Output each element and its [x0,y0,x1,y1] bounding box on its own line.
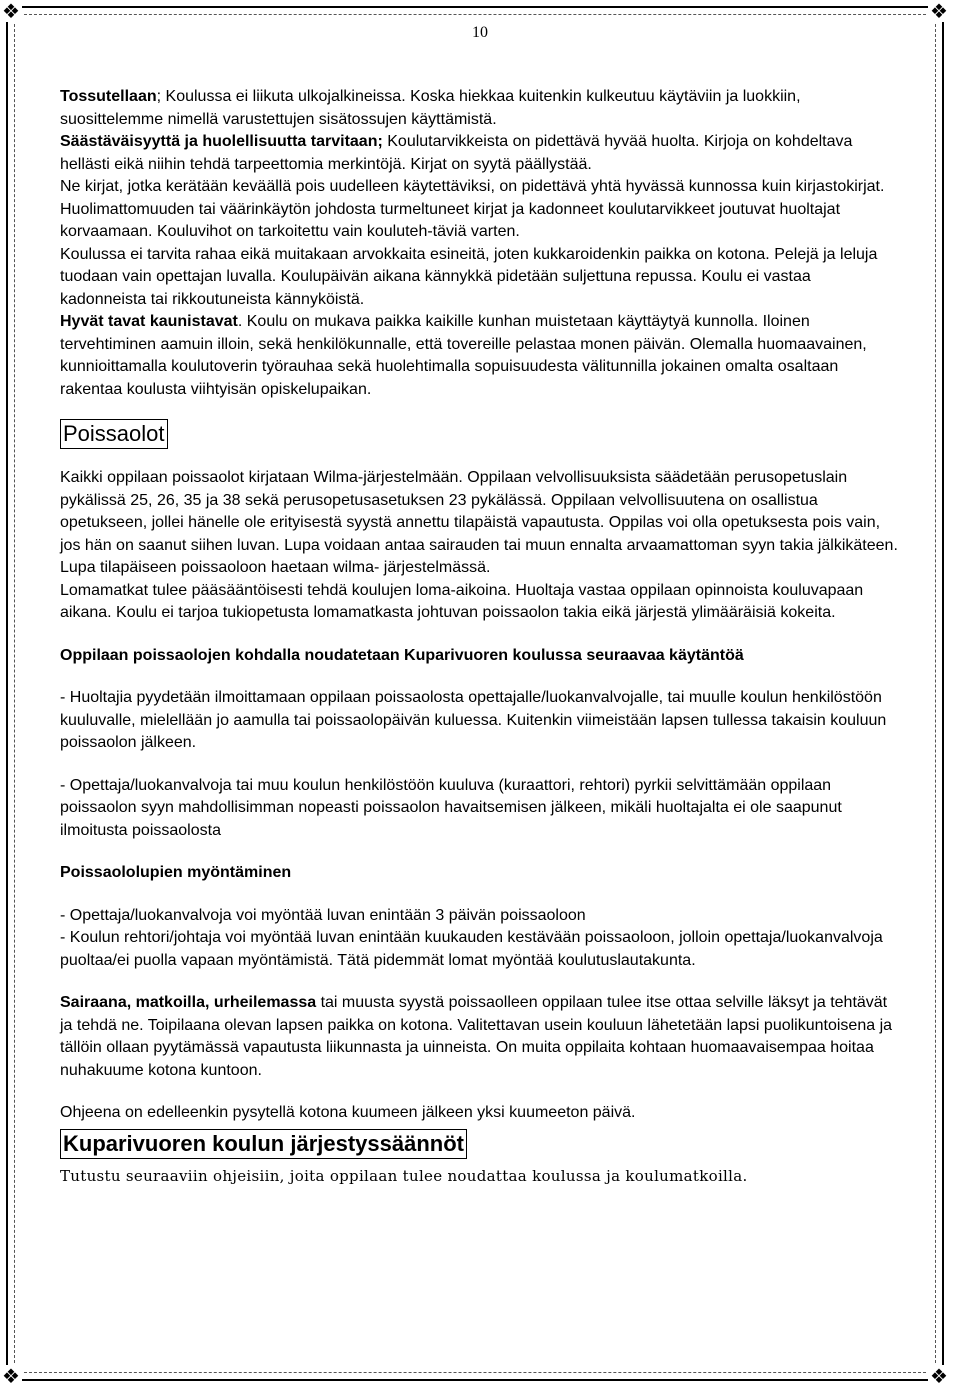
paragraph-lomamatkat: Lomamatkat tulee pääsääntöisesti tehdä koulujen loma-aikoina. Huoltaja vastaa oppilaan opinnoista kouluvapaan aikana. Koulu ei tarjoa tukiopetusta lomamatkasta johtuvan poissaolon takia eikä järjestä ylimääräisiä kokeita. [60,581,864,621]
paragraph-wilma: Kaikki oppilaan poissaolot kirjataan Wilma-järjestelmään. Oppilaan velvollisuuksista säädetään perusopetuslain pykälissä 25, 26, 35 ja 38 sekä perusopetusasetuksen 23 pykälässä. Oppilaan velvollisuutena on osallistua opetukseen, jollei hänelle ole erityisestä syystä annettu tilapäistä vapautusta. Oppilas voi olla opetuksesta pois vain, jos hän on saanut siihen luvan. Lupa voidaan antaa sairauden tai muun ennalta arvaamattoman syyn takia jälkikäteen. Lupa tilapäiseen poissaoloon haetaan wilma- järjestelmässä. [60,469,898,576]
paragraph-text: tai muusta syystä poissaolleen oppilaan tulee itse ottaa selville läksyt ja tehtävät ja tehdä ne. Toipilaana olevan lapsen paikka on kotona. Valitettavan usein kouluun lähetetään lapsi puolikuntoisena ja tällöin ollaan pyytämässä vapautusta liikunnasta ja uinneista. On muita oppilaita kohtaan huomaavaisempaa hoitaa nuhakuume kotona kuntoon. [60,994,893,1079]
corner-ornament-icon: ❖ [0,1365,22,1387]
heading-poissaolot: Poissaolot [60,419,168,449]
paragraph-text: Koulutarvikkeista on pidettävä hyvää huolta. Kirjoja on kohdeltava hellästi eikä niihin tehdä tarpeettomia merkintöjä. Kirjat on syytä päällystää. [60,133,853,173]
paragraph-luvat-opettaja: - Opettaja/luokanvalvoja voi myöntää luvan enintään 3 päivän poissaoloon [60,906,586,924]
paragraph-raha: Koulussa ei tarvita rahaa eikä muitakaan arvokkaita esineitä, joten kukkaroidenkin paikka on kotona. Pelejä ja leluja tuodaan vain opettajan luvalla. Koulupäivän aikana kännykkä pidetään suljettuna repussa. Koulu ei vastaa kadonneista tai rikkoutuneista kännyköistä. [60,245,878,308]
paragraph-sairaana [60,992,900,1082]
corner-ornament-icon: ❖ [928,1365,950,1387]
paragraph-saastavaisyys [60,131,900,176]
paragraph-luvat-rehtori: - Koulun rehtori/johtaja voi myöntää luvan enintään kuukauden kestävään poissaoloon, jolloin opettaja/luokanvalvoja puoltaa/ei puolla vapaan myöntämistä. Tätä pidemmät lomat myöntää koulutuslautakunta. [60,929,883,969]
page-number: 10 [472,24,488,41]
paragraph-text: ; Koulussa ei liikuta ulkojalkineissa. Koska hiekkaa kuitenkin kulkeutuu käytäviin ja luokkiin, suosittelemme nimellä varustettujen sisätossujen käyttämistä. [60,88,801,128]
corner-ornament-icon: ❖ [928,0,950,22]
bold-lead: Säästäväisyyttä ja huolellisuutta tarvitaan; [60,133,383,150]
intro-script-line: Tutustu seuraaviin ohjeisiin, joita oppilaan tulee noudattaa koulussa ja koulumatkoilla. [60,1166,748,1185]
paragraph-opettaja: - Opettaja/luokanvalvoja tai muu koulun henkilöstöön kuuluva (kuraattori, rehtori) pyrkii selvittämään oppilaan poissaolon syyn mahdollisimman nopeasti poissaolon havaitsemisen jälkeen, mikäli huoltajalta ei ole saapunut ilmoitusta poissaolosta [60,776,842,839]
bold-lead: Sairaana, matkoilla, urheilemassa [60,994,317,1011]
heading-jarjestyssaannot: Kuparivuoren koulun järjestyssäännöt [60,1129,467,1159]
paragraph-tossut [60,86,900,131]
paragraph-tavat [60,311,900,401]
subheading-kaytanto [60,645,900,668]
corner-ornament-icon: ❖ [0,0,22,22]
document-body [60,86,900,1187]
paragraph-kuume: Ohjeena on edelleenkin pysytellä kotona kuumeen jälkeen yksi kuumeeton päivä. [60,1104,636,1121]
bold-lead: Tossutellaan [60,88,157,105]
paragraph-text: . Koulu on mukava paikka kaikille kunhan muistetaan käyttäytyä kunnolla. Iloinen tervehtiminen aamuin illoin, sekä henkilökunnalle, että tovereille pelastaa monen päivän. Olemalla huomaavainen, kunnioittamalla koulutoverin työrauhaa sekä huolehtimalla sopuisuudesta välitunnilla jokainen omalta osaltaan rakentaa koulusta viihtyisän opiskelupaikan. [60,313,867,398]
subheading-text: Poissaololupien myöntäminen [60,864,292,881]
paragraph-kirjat: Ne kirjat, jotka kerätään keväällä pois uudelleen käytettäviksi, on pidettävä yhtä hyvässä kunnossa kuin kirjastokirjat. Huolimattomuuden tai väärinkäytön johdosta turmeltuneet kirjat ja kadonneet koulutarvikkeet joutuvat huoltajat korvaamaan. Kouluvihot on tarkoitettu vain kouluteh-täviä varten. [60,178,885,240]
subheading-luvat [60,862,900,885]
subheading-text: Oppilaan poissaolojen kohdalla noudatetaan Kuparivuoren koulussa seuraavaa käytäntöä [60,646,744,664]
bold-lead: Hyvät tavat kaunistavat [60,313,238,330]
paragraph-huoltajat: - Huoltajia pyydetään ilmoittamaan oppilaan poissaolosta opettajalle/luokanvalvojalle, tai muulle koulun henkilöstöön kuuluvalle, mielellään jo aamulla tai poissaolopäivän kuluessa. Kuitenkin viimeistään lapsen tullessa takaisin kouluun poissaolon jälkeen. [60,689,887,751]
